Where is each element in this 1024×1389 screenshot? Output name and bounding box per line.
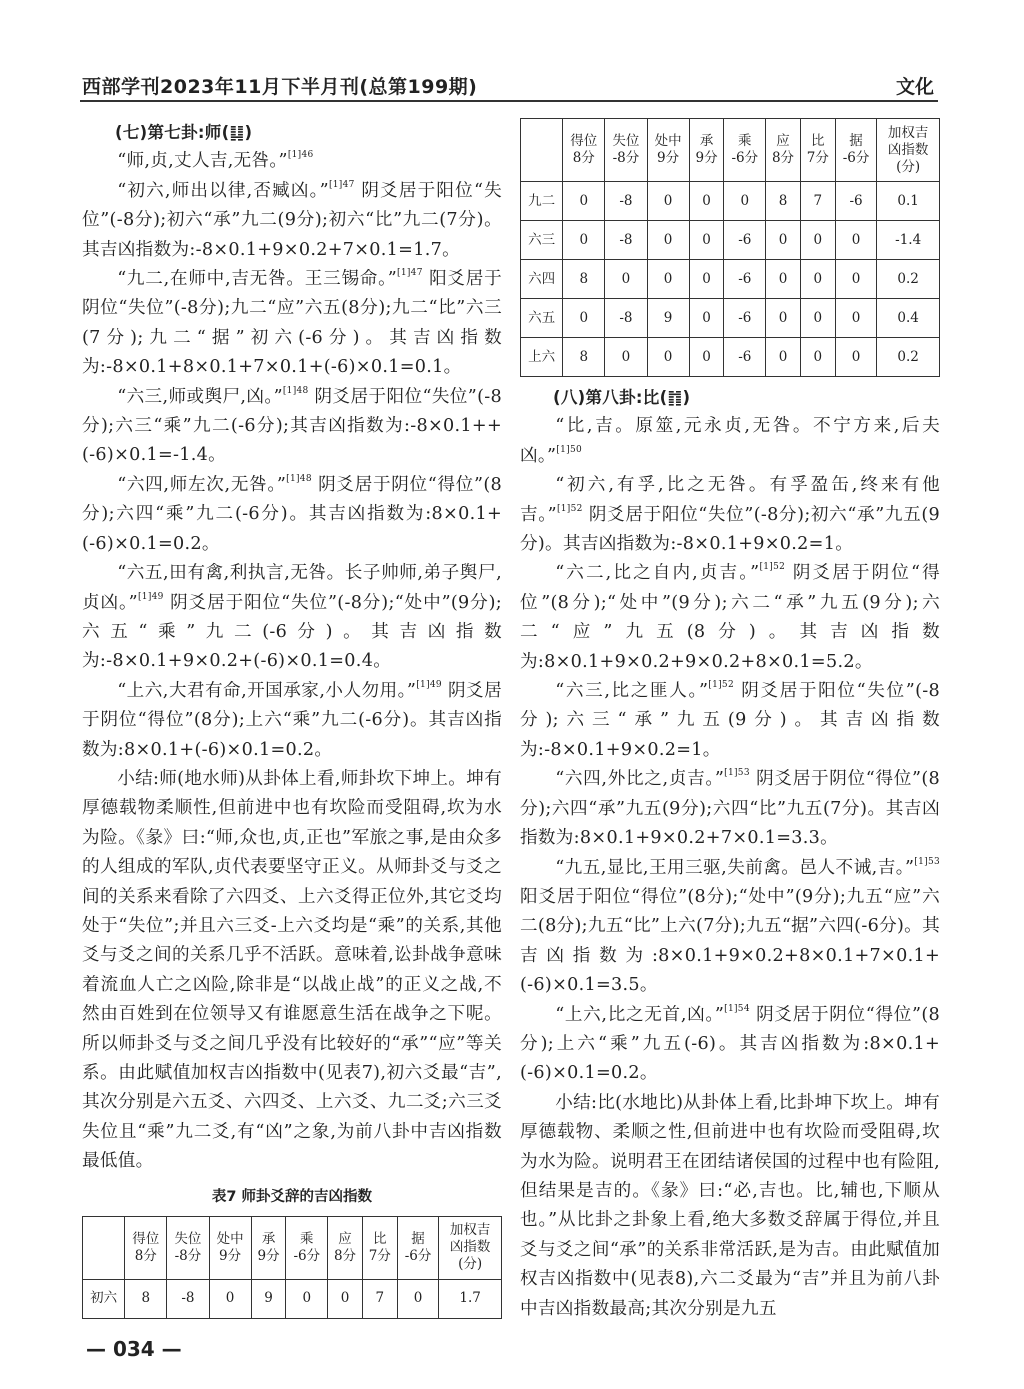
table-cell: 0 (209, 1279, 251, 1318)
table-cell: -8 (605, 299, 647, 338)
table-cell: -1.4 (877, 221, 940, 260)
table-header-cell: 处中 9分 (209, 1216, 251, 1279)
journal-masthead: 西部学刊2023年11月下半月刊(总第199期) (82, 76, 478, 98)
table-cell: -6 (724, 299, 766, 338)
table-cell: -6 (724, 260, 766, 299)
page-number: — 034 — (86, 1337, 182, 1361)
table-cell: 0 (647, 338, 689, 377)
table-cell: 0 (689, 221, 724, 260)
paragraph-text: “六三,师或舆尸,凶。” (117, 386, 283, 407)
table-header-cell: 比 7分 (362, 1216, 397, 1279)
table-cell: 9 (251, 1279, 286, 1318)
table-cell: 0 (835, 260, 877, 299)
paragraph (82, 147, 502, 176)
table-cell: 六三 (521, 221, 563, 260)
table-header-row (521, 119, 940, 182)
citation-ref: [1]49 (137, 591, 164, 602)
table-cell: 0 (766, 299, 801, 338)
table-cell: 0 (800, 299, 835, 338)
paragraph-text: “六四,师左次,无咎。” (117, 474, 287, 495)
paragraph (520, 412, 940, 471)
citation-ref: [1]48 (282, 385, 309, 396)
table-header-cell: 承 9分 (689, 119, 724, 182)
paragraph-text: “初六,师出以律,否臧凶。” (117, 180, 329, 201)
table-header-cell: 乘 -6分 (724, 119, 766, 182)
paragraph (520, 1089, 940, 1324)
table-header-cell (83, 1216, 125, 1279)
table-header-cell: 加权吉 凶指数 (分) (439, 1216, 502, 1279)
table-cell: 8 (563, 260, 605, 299)
citation-ref: [1]50 (556, 444, 582, 455)
table-row (521, 338, 940, 377)
table-header-cell: 乘 -6分 (286, 1216, 328, 1279)
table-header-cell: 据 -6分 (397, 1216, 439, 1279)
table-cell: 0 (800, 338, 835, 377)
citation-ref: [1]52 (556, 503, 583, 514)
table-cell: 0 (605, 260, 647, 299)
table-cell: -6 (724, 338, 766, 377)
right-paragraphs (520, 383, 940, 1324)
table-header-cell: 得位 8分 (563, 119, 605, 182)
paragraph-text: “六五,田有禽,利执言,无咎。长子帅师,弟子舆尸,贞凶。” (82, 563, 502, 613)
section-label: 文化 (895, 76, 934, 98)
citation-ref: [1]46 (287, 150, 314, 161)
paragraph-text: 阴爻居于阴位“得位”(8分);“处中”(9分);六二“承”九五(9分);六二“应”九五(8分)。其吉凶指数为:8×0.1+9×0.2+9×0.2+8×0.1=5.2。 (520, 563, 940, 672)
table-header-cell: 失位 -8分 (167, 1216, 209, 1279)
table-cell: 0 (563, 299, 605, 338)
table-cell: 0 (689, 338, 724, 377)
paragraph-text: “六四,外比之,贞吉。” (555, 769, 725, 790)
table-cell: -8 (605, 221, 647, 260)
paragraph (520, 765, 940, 853)
table-cell: 0.2 (877, 260, 940, 299)
citation-ref: [1]53 (724, 768, 750, 779)
paragraph (82, 265, 502, 383)
table-cell: 8 (125, 1279, 167, 1318)
table-cell: 0 (766, 260, 801, 299)
table-cell: 0 (766, 338, 801, 377)
paragraph-text: 阳爻居于阳位“得位”(8分);“处中”(9分);九五“应”六二(8分);九五“比”上六(7分);九五“据”六四(-6分)。其吉凶指数为:8×0.1+9×0.2+8×0.1+7×0.1+(-6)×0.1=3.5。 (520, 886, 940, 996)
paragraph-text: (七)第七卦:师(䷆) (115, 123, 253, 142)
table-cell: -6 (835, 182, 877, 221)
table-7-caption: 表7 师卦爻辞的吉凶指数 (211, 1188, 373, 1205)
left-paragraphs (82, 118, 502, 1177)
table-cell: 0 (647, 182, 689, 221)
paragraph (82, 383, 502, 471)
paragraph-text: 阴爻居于阴位“得位”(8分);六四“乘”九二(-6分)。其吉凶指数为:8×0.1+(-6)×0.1=0.2。 (82, 474, 502, 554)
table-header-cell: 处中 9分 (647, 119, 689, 182)
table-cell: 0 (689, 299, 724, 338)
table-cell: -6 (724, 221, 766, 260)
citation-ref: [1]52 (759, 562, 786, 573)
table-cell: 7 (800, 182, 835, 221)
paragraph-text: “师,贞,丈人吉,无咎。” (117, 151, 288, 172)
paragraph-text: “上六,比之无首,凶。” (555, 1004, 725, 1025)
table-cell: 初六 (83, 1279, 125, 1318)
section-heading (520, 383, 940, 412)
paragraph-text: 阴爻居于阳位“失位”(-8分);六三“承”九五(9分)。其吉凶指数为:-8×0.1+9×0.2=1。 (520, 681, 940, 760)
paragraph (82, 677, 502, 765)
paragraph-text: 阴爻居于阳位“失位”(-8分);初六“承”九二(9分);初六“比”九二(7分)。其吉凶指数为:-8×0.1+9×0.2+7×0.1=1.7。 (82, 180, 502, 260)
paragraph-text: “上六,大君有命,开国承家,小人勿用。” (117, 680, 417, 701)
paragraph-text: “六三,比之匪人。” (555, 681, 709, 702)
table-header-row (83, 1216, 502, 1279)
paragraph (82, 559, 502, 677)
table-cell: 九二 (521, 182, 563, 221)
paragraph-text: 阴爻居于阳位“失位”(-8分);初六“承”九五(9分)。其吉凶指数为:-8×0.1+9×0.2=1。 (520, 504, 940, 555)
citation-ref: [1]54 (724, 1003, 750, 1014)
table-7 (82, 1216, 502, 1319)
table-header-cell: 失位 -8分 (605, 119, 647, 182)
paragraph-text: 阴爻居于阴位“得位”(8分);上六“乘”九五(-6)。其吉凶指数为:8×0.1+(-6)×0.1=0.2。 (520, 1004, 940, 1084)
table-cell: 0.1 (877, 182, 940, 221)
table-cell: 0 (563, 182, 605, 221)
paragraph-text: “六二,比之自内,贞吉。” (555, 563, 760, 584)
table-cell: 上六 (521, 338, 563, 377)
paragraph-text: 阴爻居于阳位“失位”(-8分);“处中”(9分);六五“乘”九二(-6分)。其吉凶指数为:-8×0.1+9×0.2+(-6)×0.1=0.4。 (82, 592, 503, 672)
paragraph (520, 1001, 940, 1089)
table-header-cell: 承 9分 (251, 1216, 286, 1279)
paragraph (520, 854, 940, 1001)
citation-ref: [1]53 (914, 856, 940, 867)
table-cell: 0 (724, 182, 766, 221)
paragraph (520, 677, 940, 765)
table-cell: -8 (167, 1279, 209, 1318)
table-row (521, 221, 940, 260)
table-cell: 0 (647, 221, 689, 260)
table-cell: 0 (766, 221, 801, 260)
paragraph-text: 阳爻居于阴位“失位”(-8分);九二“应”六五(8分);九二“比”六三(7分);九二“据”初六(-6分)。其吉凶指数为:-8×0.1+8×0.1+7×0.1+(-6)×0.1=0.1。 (82, 269, 503, 378)
table-cell: 0 (689, 260, 724, 299)
paragraph-text: 小结:师(地水师)从卦体上看,师卦坎下坤上。坤有厚德载物柔顺性,但前进中也有坎险而受阻碍,坎为水为险。《彖》曰:“师,众也,贞,正也”军旅之事,是由众多的人组成的军队,贞代表要坚守正义。从师卦爻与爻之间的关系来看除了六四爻、上六爻得正位外,其它爻均处于“失位”;并且六三爻-上六爻均是“乘”的关系,其他爻与爻之间的关系几乎不活跃。意味着,讼卦战争意味着流血人亡之凶险,除非是“以战止战”的正义之战,不然由百姓到在位领导又有谁愿意生活在战争之下呢。所以师卦爻与爻之间几乎没有比较好的“承”“应”等关系。由此赋值加权吉凶指数中(见表7),初六爻最“吉”,其次分别是六五爻、六四爻、上六爻、九二爻;六三爻失位且“乘”九二爻,有“凶”之象,为前八卦中吉凶指数最低值。 (82, 768, 502, 1172)
running-header (80, 68, 938, 102)
table-cell: 0 (800, 221, 835, 260)
paragraph-text: “九二,在师中,吉无咎。王三锡命。” (117, 269, 398, 290)
table-cell: 0 (286, 1279, 328, 1318)
citation-ref: [1]49 (416, 679, 442, 690)
table-row (521, 182, 940, 221)
citation-ref: [1]47 (397, 268, 423, 279)
table-cell: 1.7 (439, 1279, 502, 1318)
table-cell: 8 (563, 338, 605, 377)
paragraph-text: 阴爻居于阴位“得位”(8分);上六“乘”九二(-6分)。其吉凶指数为:8×0.1+(-6)×0.1=0.2。 (82, 680, 503, 760)
paragraph (82, 177, 502, 265)
table-cell: 0 (397, 1279, 439, 1318)
table-header-cell (521, 119, 563, 182)
table-cell: 0 (689, 182, 724, 221)
paragraph-text: “九五,显比,王用三驱,失前禽。邑人不诫,吉。” (555, 857, 915, 878)
left-column (82, 118, 502, 1319)
table-cell: 0.2 (877, 338, 940, 377)
section-heading (82, 118, 502, 147)
table-cell: 0 (835, 299, 877, 338)
table-row (521, 260, 940, 299)
paragraph (520, 471, 940, 559)
citation-ref: [1]52 (708, 680, 734, 691)
table-header-cell: 比 7分 (800, 119, 835, 182)
table-cell: 0 (605, 338, 647, 377)
table-header-cell: 应 8分 (766, 119, 801, 182)
paragraph-text: 小结:比(水地比)从卦体上看,比卦坤下坎上。坤有厚德载物、柔顺之性,但前进中也有坎险而受阻碍,坎为水为险。说明君王在团结诸侯国的过程中也有险阻,但结果是吉的。《彖》曰:“必,吉也。比,辅也,下顺从也。”从比卦之卦象上看,绝大多数爻辞属于得位,并且爻与爻之间“承”的关系非常活跃,是为吉。由此赋值加权吉凶指数中(见表8),六二爻最为“吉”并且为前八卦中吉凶指数最高;其次分别是九五 (520, 1092, 940, 1319)
table-cell: 0.4 (877, 299, 940, 338)
table-cell: 六四 (521, 260, 563, 299)
citation-ref: [1]47 (328, 179, 355, 190)
table-row (83, 1279, 502, 1318)
table-cell: 0 (563, 221, 605, 260)
table-header-cell: 应 8分 (328, 1216, 363, 1279)
table-cell: -8 (605, 182, 647, 221)
right-column (520, 118, 940, 1324)
paragraph-text: “初六,有孚,比之无咎。有孚盈缶,终来有他吉。” (520, 475, 940, 525)
table-cell: 0 (835, 221, 877, 260)
table-header-cell: 加权吉 凶指数 (分) (877, 119, 940, 182)
citation-ref: [1]48 (286, 473, 312, 484)
table-7-continued (520, 118, 940, 377)
table-cell: 7 (362, 1279, 397, 1318)
paragraph-text: 阴爻居于阴位“得位”(8分);六四“承”九五(9分);六四“比”九五(7分)。其吉凶指数为:8×0.1+9×0.2+7×0.1=3.3。 (520, 769, 940, 849)
paragraph (82, 471, 502, 559)
paragraph-text: (八)第八卦:比(䷇) (553, 388, 691, 407)
table-cell: 0 (647, 260, 689, 299)
table-cell: 0 (835, 338, 877, 377)
table-header-cell: 据 -6分 (835, 119, 877, 182)
paragraph-text: “比,吉。原筮,元永贞,无咎。不宁方来,后夫凶。” (520, 416, 940, 466)
table-cell: 六五 (521, 299, 563, 338)
table-cell: 0 (800, 260, 835, 299)
table-cell: 8 (766, 182, 801, 221)
table-header-cell: 得位 8分 (125, 1216, 167, 1279)
table-cell: 0 (328, 1279, 363, 1318)
table-cell: 9 (647, 299, 689, 338)
table-row (521, 299, 940, 338)
paragraph (82, 765, 502, 1177)
paragraph (520, 559, 940, 677)
paragraph-text: 阴爻居于阳位“失位”(-8分);六三“乘”九二(-6分);其吉凶指数为:-8×0.1++(-6)×0.1=-1.4。 (82, 386, 502, 466)
